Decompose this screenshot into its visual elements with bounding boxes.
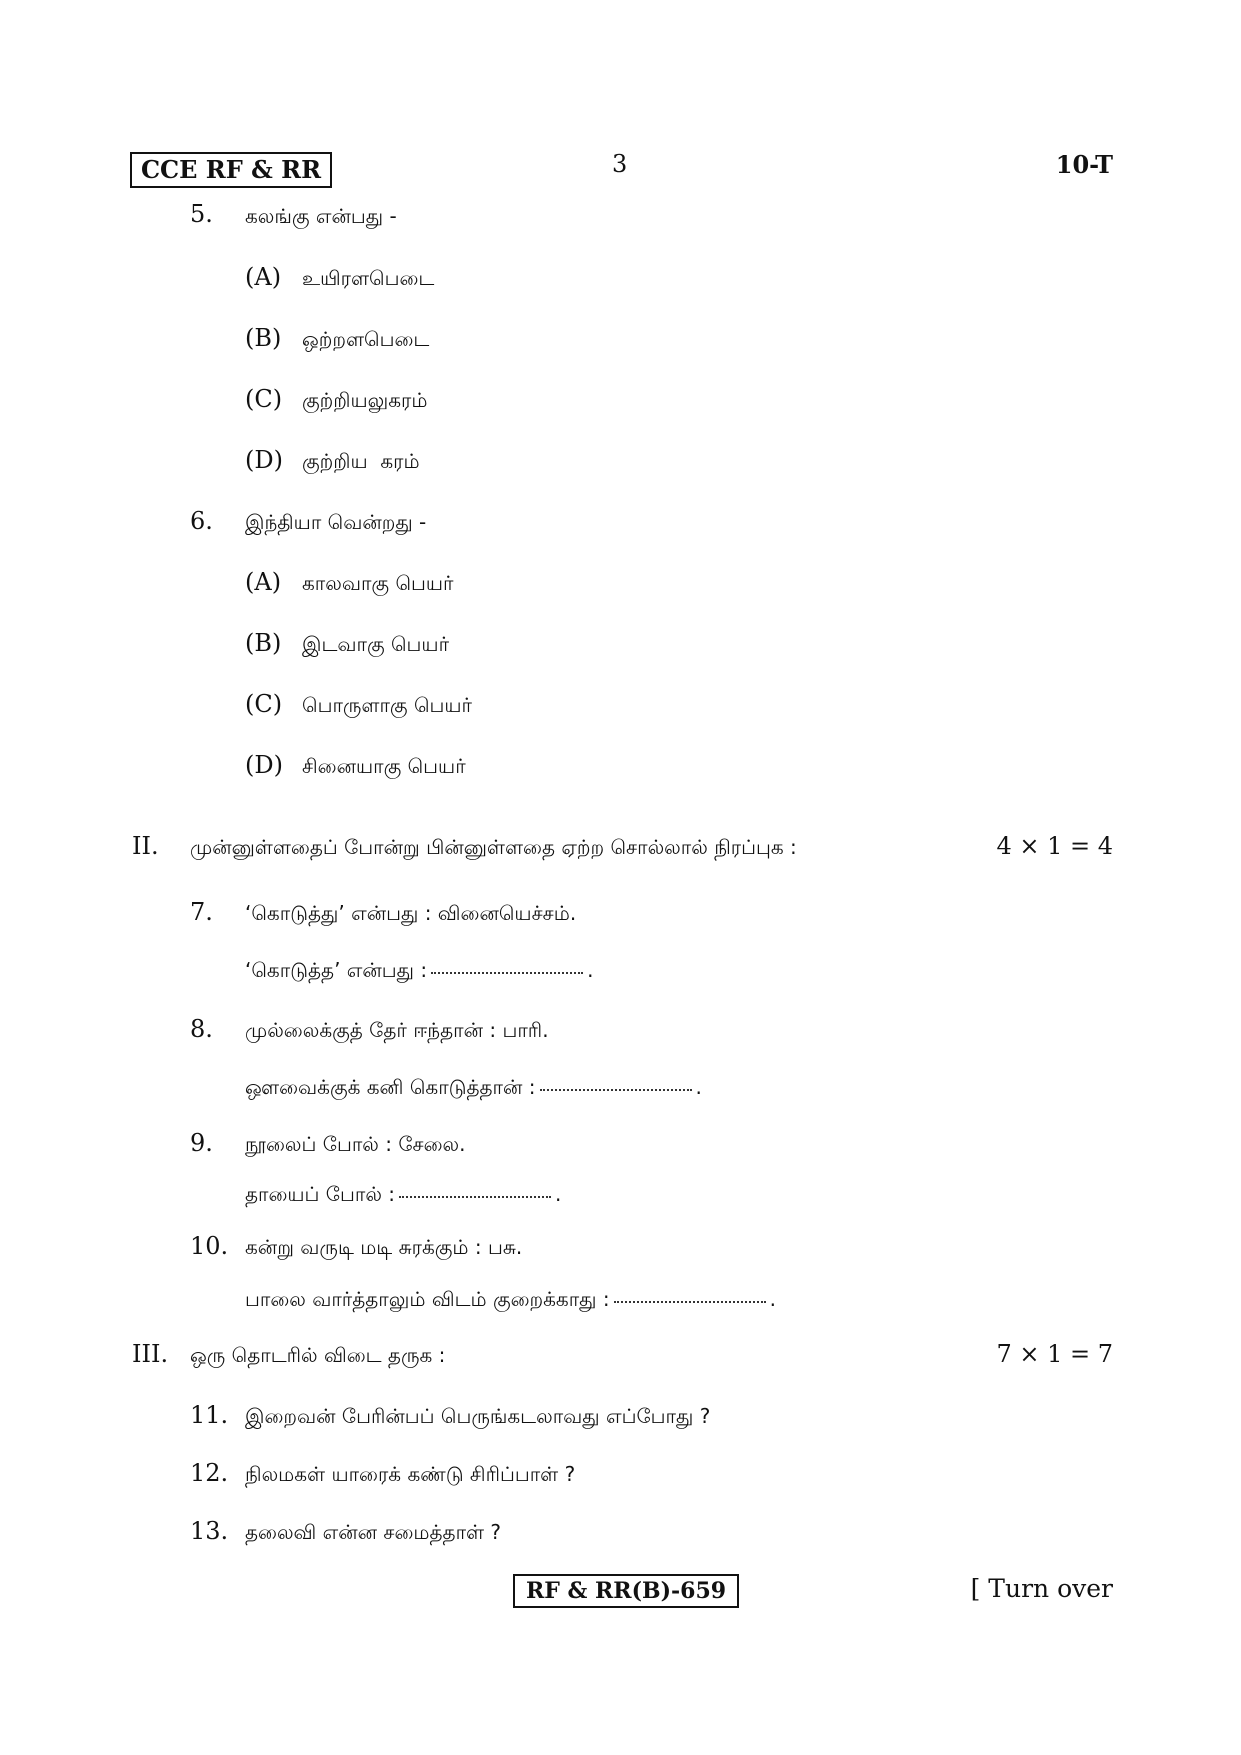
question-11-text: இறைவன் பேரின்பப் பெருங்கடலாவது எப்போது ?	[245, 1404, 711, 1428]
question-10-blank-line	[245, 1287, 776, 1314]
question-12-number: 12.	[190, 1459, 229, 1487]
question-7-blank-line	[245, 958, 593, 985]
q6-option-c-text: பொருளாகு பெயர்	[302, 693, 472, 717]
question-7-prompt: ‘கொடுத்த’ என்பது :	[245, 958, 428, 982]
q5-option-c-text: குற்றியலுகரம்	[302, 388, 428, 412]
q6-option-a-text: காலவாகு பெயர்	[302, 571, 454, 595]
question-5-text: கலங்கு என்பது -	[245, 204, 397, 228]
answer-blank	[431, 971, 583, 974]
q6-option-b-text: இடவாகு பெயர்	[302, 632, 450, 656]
section-3-instruction: ஒரு தொடரில் விடை தருக :	[190, 1343, 446, 1367]
question-8-end: .	[695, 1075, 702, 1099]
question-8-given: முல்லைக்குத் தேர் ஈந்தான் : பாரி.	[245, 1018, 549, 1042]
question-10-given: கன்று வருடி மடி சுரக்கும் : பசு.	[245, 1235, 523, 1259]
question-10-number: 10.	[190, 1232, 229, 1260]
turn-over-note: [ Turn over	[970, 1574, 1113, 1603]
question-6-text: இந்தியா வென்றது -	[245, 510, 427, 534]
q6-option-d-text: சினையாகு பெயர்	[302, 754, 466, 778]
q5-option-a-text: உயிரளபெடை	[302, 266, 435, 290]
question-9-number: 9.	[190, 1129, 213, 1157]
question-10-end: .	[769, 1287, 776, 1311]
section-2-instruction: முன்னுள்ளதைப் போன்று பின்னுள்ளதை ஏற்ற சொல்லால் நிரப்புக :	[190, 835, 797, 859]
question-10-prompt: பாலை வார்த்தாலும் விடம் குறைக்காது :	[245, 1287, 610, 1311]
question-7-end: .	[587, 958, 594, 982]
q5-option-d-text: குற்றிய கரம்	[302, 449, 420, 473]
q5-option-c-letter: (C)	[245, 385, 283, 413]
footer-code-box: RF & RR(B)-659	[513, 1574, 739, 1608]
question-8-number: 8.	[190, 1015, 213, 1043]
q6-option-a-letter: (A)	[245, 568, 282, 596]
q5-option-d-letter: (D)	[245, 446, 283, 474]
question-9-given: நூலைப் போல் : சேலை.	[245, 1132, 466, 1156]
question-8-prompt: ஔவைக்குக் கனி கொடுத்தான் :	[245, 1075, 536, 1099]
q6-option-b-letter: (B)	[245, 629, 282, 657]
paper-code: 10-T	[1055, 150, 1113, 179]
q5-option-b-letter: (B)	[245, 324, 282, 352]
q6-option-d-letter: (D)	[245, 751, 283, 779]
question-9-prompt: தாயைப் போல் :	[245, 1182, 396, 1206]
q6-option-c-letter: (C)	[245, 690, 283, 718]
answer-blank	[399, 1195, 551, 1198]
question-11-number: 11.	[190, 1401, 229, 1429]
question-9-end: .	[555, 1182, 562, 1206]
question-6-number: 6.	[190, 507, 213, 535]
q5-option-b-text: ஒற்றளபெடை	[302, 327, 430, 351]
section-2-marks: 4 × 1 = 4	[996, 832, 1113, 860]
section-3-marks: 7 × 1 = 7	[996, 1340, 1113, 1368]
question-8-blank-line	[245, 1075, 702, 1102]
question-13-number: 13.	[190, 1517, 229, 1545]
section-3-numeral: III.	[132, 1340, 169, 1368]
section-2-numeral: II.	[132, 832, 159, 860]
question-5-number: 5.	[190, 200, 213, 228]
question-7-given: ‘கொடுத்து’ என்பது : வினையெச்சம்.	[245, 901, 577, 925]
answer-blank	[614, 1300, 766, 1303]
page-number: 3	[612, 150, 628, 178]
answer-blank	[540, 1088, 692, 1091]
exam-code-box: CCE RF & RR	[130, 152, 332, 188]
question-12-text: நிலமகள் யாரைக் கண்டு சிரிப்பாள் ?	[245, 1462, 576, 1486]
question-7-number: 7.	[190, 898, 213, 926]
question-9-blank-line	[245, 1182, 561, 1209]
question-13-text: தலைவி என்ன சமைத்தாள் ?	[245, 1520, 502, 1544]
q5-option-a-letter: (A)	[245, 263, 282, 291]
